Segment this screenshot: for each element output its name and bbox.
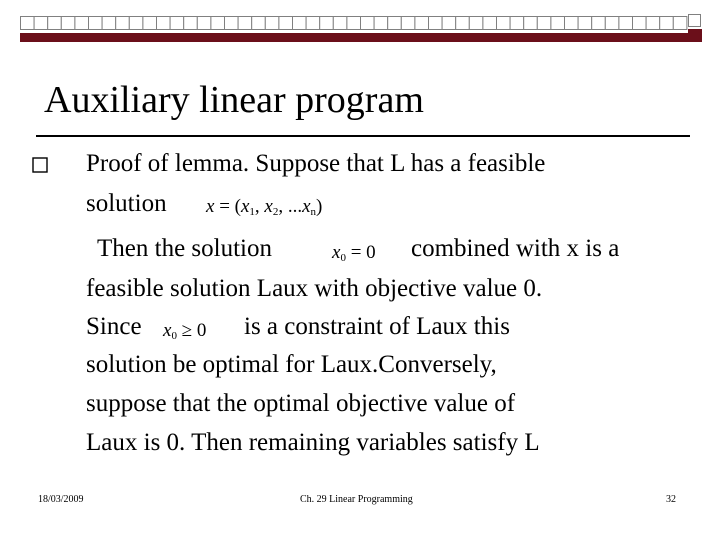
grid-cell — [633, 17, 647, 30]
math-token: x — [206, 196, 215, 217]
math-x0-geq-zero — [163, 320, 206, 347]
grid-cell — [510, 17, 524, 30]
title-divider — [36, 135, 690, 137]
math-subscript: 0 — [171, 330, 177, 342]
math-token: x — [240, 196, 250, 217]
hollow-square-bullet-icon — [32, 157, 48, 173]
grid-cell — [551, 17, 565, 30]
grid-cell — [129, 17, 143, 30]
grid-cell — [252, 17, 266, 30]
grid-cell — [673, 17, 687, 30]
grid-cell — [592, 17, 606, 30]
grid-cell — [306, 17, 320, 30]
math-token: = ( — [214, 196, 241, 217]
footer-chapter: Ch. 29 Linear Programming — [300, 494, 413, 505]
grid-cell — [89, 17, 103, 30]
grid-cell — [21, 17, 35, 30]
body-line-5: Since — [86, 313, 142, 340]
grid-cell — [197, 17, 211, 30]
footer-page-number: 32 — [666, 494, 676, 505]
grid-cell — [415, 17, 429, 30]
grid-cell — [265, 17, 279, 30]
body-line-3: Then the solution — [97, 235, 272, 262]
math-token: ≥ 0 — [176, 320, 207, 341]
grid-cell — [646, 17, 660, 30]
grid-cell — [361, 17, 375, 30]
grid-cell — [619, 17, 633, 30]
math-token: = 0 — [345, 242, 376, 263]
math-token: , — [254, 196, 265, 217]
grid-cell — [578, 17, 592, 30]
grid-cell — [116, 17, 130, 30]
grid-cell — [605, 17, 619, 30]
grid-cell — [497, 17, 511, 30]
grid-cell — [184, 17, 198, 30]
grid-cell — [157, 17, 171, 30]
body-line-5b: is a constraint of Laux this — [244, 313, 510, 340]
grid-cell — [102, 17, 116, 30]
top-decorative-bar — [20, 14, 688, 42]
top-grid-pattern — [20, 14, 688, 32]
grid-cell — [388, 17, 402, 30]
body-line-6: solution be optimal for Laux.Conversely, — [86, 351, 497, 378]
grid-cell — [225, 17, 239, 30]
math-token: , ... — [278, 196, 303, 217]
grid-cell — [48, 17, 62, 30]
body-line-8: Laux is 0. Then remaining variables satisfy L — [86, 429, 540, 456]
top-accent-band — [20, 33, 688, 42]
math-token: ) — [316, 196, 323, 217]
grid-cell — [279, 17, 293, 30]
math-subscript: n — [310, 206, 317, 218]
grid-cell — [537, 17, 551, 30]
slide-title: Auxiliary linear program — [44, 79, 424, 121]
footer-date: 18/03/2009 — [38, 494, 84, 505]
math-subscript: 0 — [340, 252, 346, 264]
grid-cell — [211, 17, 225, 30]
body-line-1: Proof of lemma. Suppose that L has a feasible — [86, 150, 546, 177]
grid-cell — [320, 17, 334, 30]
math-subscript: 1 — [249, 206, 255, 218]
grid-cell — [456, 17, 470, 30]
grid-cell — [660, 17, 674, 30]
grid-cell — [524, 17, 538, 30]
math-subscript: 2 — [272, 206, 279, 218]
grid-cell — [483, 17, 497, 30]
math-token: x — [163, 320, 172, 341]
grid-cell — [238, 17, 252, 30]
math-token: x — [302, 196, 311, 217]
grid-cell — [347, 17, 361, 30]
grid-cell — [565, 17, 579, 30]
body-line-2: solution — [86, 190, 167, 217]
math-x-vector — [206, 196, 322, 223]
body-line-7: suppose that the optimal objective value of — [86, 390, 516, 417]
corner-accent-box — [688, 14, 702, 42]
math-token: x — [332, 242, 341, 263]
grid-cell — [401, 17, 415, 30]
body-line-3b: combined with x is a — [411, 235, 620, 262]
grid-cell — [293, 17, 307, 30]
body-line-4: feasible solution Laux with objective value 0. — [86, 275, 543, 302]
grid-cell — [333, 17, 347, 30]
grid-cell — [34, 17, 48, 30]
grid-cell — [429, 17, 443, 30]
grid-cell — [170, 17, 184, 30]
grid-cell — [442, 17, 456, 30]
grid-cell — [469, 17, 483, 30]
grid-cell — [75, 17, 89, 30]
math-token: x — [264, 196, 273, 217]
math-x0-equals-zero — [332, 242, 376, 269]
grid-cell — [61, 17, 75, 30]
grid-cell — [143, 17, 157, 30]
grid-cell — [374, 17, 388, 30]
